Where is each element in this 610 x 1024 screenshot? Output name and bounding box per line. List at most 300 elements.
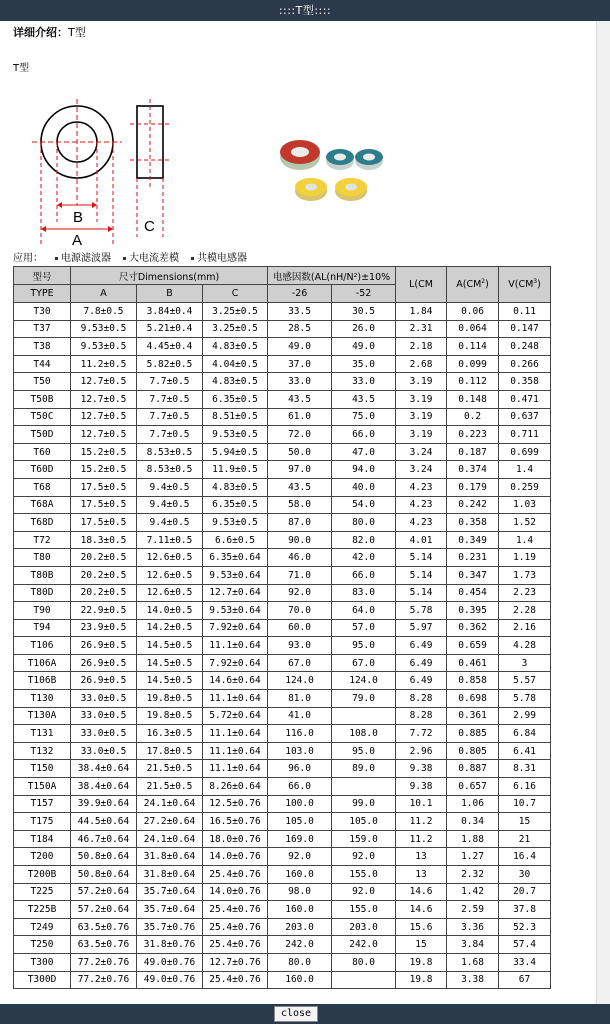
cell-area: 0.659 bbox=[447, 637, 499, 655]
cell-l: 3.19 bbox=[396, 408, 447, 426]
cell-ind-52: 95.0 bbox=[332, 637, 396, 655]
cell-type: T68D bbox=[14, 514, 71, 532]
cell-ind-52: 66.0 bbox=[332, 566, 396, 584]
cell-area: 3.84 bbox=[447, 936, 499, 954]
cell-volume: 0.259 bbox=[499, 478, 551, 496]
cell-dim-c: 6.35±0.5 bbox=[203, 390, 268, 408]
cell-dim-a: 17.5±0.5 bbox=[71, 496, 137, 514]
cell-ind-26: 58.0 bbox=[268, 496, 332, 514]
cell-ind-52: 42.0 bbox=[332, 549, 396, 567]
applications-prefix: 应用： bbox=[13, 253, 43, 264]
header-model: 型号 bbox=[14, 267, 71, 285]
cell-l: 9.38 bbox=[396, 760, 447, 778]
cell-volume: 0.637 bbox=[499, 408, 551, 426]
cell-dim-b: 4.45±0.4 bbox=[137, 338, 203, 356]
cell-dim-b: 16.3±0.5 bbox=[137, 725, 203, 743]
cell-area: 2.32 bbox=[447, 866, 499, 884]
cell-volume: 1.52 bbox=[499, 514, 551, 532]
table-row bbox=[14, 654, 551, 672]
table-row bbox=[14, 672, 551, 690]
cell-area: 0.395 bbox=[447, 602, 499, 620]
cell-volume: 8.31 bbox=[499, 760, 551, 778]
cell-ind-26: 33.0 bbox=[268, 373, 332, 391]
cell-dim-c: 9.53±0.5 bbox=[203, 514, 268, 532]
cell-l: 13 bbox=[396, 866, 447, 884]
cell-ind-52: 49.0 bbox=[332, 338, 396, 356]
cell-ind-26: 33.5 bbox=[268, 303, 332, 321]
cell-dim-b: 14.5±0.5 bbox=[137, 637, 203, 655]
cell-area: 0.099 bbox=[447, 355, 499, 373]
table-row bbox=[14, 848, 551, 866]
cell-area: 3.38 bbox=[447, 971, 499, 989]
cell-ind-26: 160.0 bbox=[268, 866, 332, 884]
arrow-b-left bbox=[57, 202, 62, 208]
cell-area: 0.347 bbox=[447, 566, 499, 584]
cell-ind-26: 93.0 bbox=[268, 637, 332, 655]
cell-dim-b: 8.53±0.5 bbox=[137, 443, 203, 461]
cell-area: 0.805 bbox=[447, 742, 499, 760]
ring-teal-2-hole bbox=[363, 154, 375, 161]
cell-l: 19.8 bbox=[396, 971, 447, 989]
cell-type: T80B bbox=[14, 566, 71, 584]
application-item: 电源滤波器 bbox=[55, 249, 111, 264]
cell-l: 10.1 bbox=[396, 795, 447, 813]
cell-ind-52: 35.0 bbox=[332, 355, 396, 373]
cell-ind-26: 92.0 bbox=[268, 584, 332, 602]
cell-dim-c: 16.5±0.76 bbox=[203, 813, 268, 831]
cell-l: 2.31 bbox=[396, 320, 447, 338]
cell-ind-26: 46.0 bbox=[268, 549, 332, 567]
cell-dim-b: 12.6±0.5 bbox=[137, 584, 203, 602]
cell-area: 0.349 bbox=[447, 531, 499, 549]
cell-l: 11.2 bbox=[396, 830, 447, 848]
cell-ind-52: 43.5 bbox=[332, 390, 396, 408]
cell-ind-52: 79.0 bbox=[332, 690, 396, 708]
header-dimensions: 尺寸Dimensions(mm) bbox=[71, 267, 268, 285]
cell-volume: 3 bbox=[499, 654, 551, 672]
cell-volume: 5.78 bbox=[499, 690, 551, 708]
cell-area: 1.06 bbox=[447, 795, 499, 813]
cell-dim-a: 15.2±0.5 bbox=[71, 461, 137, 479]
table-row bbox=[14, 584, 551, 602]
cell-l: 5.14 bbox=[396, 584, 447, 602]
cell-ind-26: 41.0 bbox=[268, 707, 332, 725]
cell-dim-b: 9.4±0.5 bbox=[137, 496, 203, 514]
table-row bbox=[14, 901, 551, 919]
cell-ind-52: 83.0 bbox=[332, 584, 396, 602]
ring-teal-1-hole bbox=[334, 154, 346, 161]
table-row bbox=[14, 373, 551, 391]
cell-dim-c: 14.0±0.76 bbox=[203, 848, 268, 866]
label-b: B bbox=[73, 209, 84, 226]
cell-type: T50D bbox=[14, 426, 71, 444]
cell-volume: 2.23 bbox=[499, 584, 551, 602]
cell-volume: 52.3 bbox=[499, 918, 551, 936]
content-area bbox=[0, 21, 596, 1004]
cell-ind-52: 159.0 bbox=[332, 830, 396, 848]
cell-dim-c: 25.4±0.76 bbox=[203, 866, 268, 884]
cell-dim-b: 3.84±0.4 bbox=[137, 303, 203, 321]
arrow-b-right bbox=[92, 202, 97, 208]
toroid-dimension-diagram bbox=[30, 97, 180, 249]
cell-area: 0.06 bbox=[447, 303, 499, 321]
cell-dim-c: 11.1±0.64 bbox=[203, 637, 268, 655]
table-row bbox=[14, 778, 551, 796]
cell-l: 19.8 bbox=[396, 953, 447, 971]
cell-ind-52: 26.0 bbox=[332, 320, 396, 338]
header-dim-a: A bbox=[71, 285, 137, 303]
cell-area: 0.34 bbox=[447, 813, 499, 831]
cell-ind-26: 71.0 bbox=[268, 566, 332, 584]
cell-volume: 57.4 bbox=[499, 936, 551, 954]
cell-ind-52: 242.0 bbox=[332, 936, 396, 954]
cell-dim-c: 4.83±0.5 bbox=[203, 373, 268, 391]
cell-dim-b: 14.5±0.5 bbox=[137, 654, 203, 672]
cell-volume: 1.4 bbox=[499, 461, 551, 479]
cell-dim-a: 17.5±0.5 bbox=[71, 478, 137, 496]
table-row bbox=[14, 320, 551, 338]
cell-type: T72 bbox=[14, 531, 71, 549]
cell-dim-b: 21.5±0.5 bbox=[137, 778, 203, 796]
cell-dim-a: 33.0±0.5 bbox=[71, 742, 137, 760]
cell-ind-52: 80.0 bbox=[332, 514, 396, 532]
cell-ind-26: 37.0 bbox=[268, 355, 332, 373]
cell-type: T130A bbox=[14, 707, 71, 725]
table-row bbox=[14, 514, 551, 532]
label-c: C bbox=[144, 218, 155, 235]
cell-type: T90 bbox=[14, 602, 71, 620]
cell-area: 0.461 bbox=[447, 654, 499, 672]
cell-l: 8.28 bbox=[396, 690, 447, 708]
cell-volume: 1.03 bbox=[499, 496, 551, 514]
cell-type: T68A bbox=[14, 496, 71, 514]
table-row bbox=[14, 408, 551, 426]
cell-dim-c: 8.26±0.64 bbox=[203, 778, 268, 796]
table-row bbox=[14, 830, 551, 848]
cell-ind-26: 116.0 bbox=[268, 725, 332, 743]
cell-volume: 0.11 bbox=[499, 303, 551, 321]
cell-dim-b: 21.5±0.5 bbox=[137, 760, 203, 778]
header-l: L(CM bbox=[396, 267, 447, 303]
cell-ind-52: 105.0 bbox=[332, 813, 396, 831]
cell-volume: 0.711 bbox=[499, 426, 551, 444]
cell-type: T130 bbox=[14, 690, 71, 708]
cell-dim-c: 7.92±0.64 bbox=[203, 619, 268, 637]
applications-line bbox=[13, 249, 247, 264]
cell-dim-b: 5.82±0.5 bbox=[137, 355, 203, 373]
cell-volume: 33.4 bbox=[499, 953, 551, 971]
cell-dim-c: 11.9±0.5 bbox=[203, 461, 268, 479]
cell-dim-c: 11.1±0.64 bbox=[203, 690, 268, 708]
cell-dim-a: 12.7±0.5 bbox=[71, 426, 137, 444]
cell-dim-b: 14.0±0.5 bbox=[137, 602, 203, 620]
table-row bbox=[14, 390, 551, 408]
cell-l: 14.6 bbox=[396, 901, 447, 919]
cell-ind-26: 67.0 bbox=[268, 654, 332, 672]
cell-dim-b: 27.2±0.64 bbox=[137, 813, 203, 831]
cell-dim-a: 44.5±0.64 bbox=[71, 813, 137, 831]
detail-value: T型 bbox=[68, 26, 86, 39]
cell-dim-b: 31.8±0.64 bbox=[137, 866, 203, 884]
cell-l: 6.49 bbox=[396, 654, 447, 672]
cell-l: 2.18 bbox=[396, 338, 447, 356]
cell-l: 3.24 bbox=[396, 461, 447, 479]
cell-dim-a: 9.53±0.5 bbox=[71, 338, 137, 356]
bullet-icon bbox=[191, 257, 194, 260]
cell-l: 5.14 bbox=[396, 566, 447, 584]
cell-dim-c: 3.25±0.5 bbox=[203, 303, 268, 321]
cell-ind-52: 89.0 bbox=[332, 760, 396, 778]
table-row bbox=[14, 426, 551, 444]
cell-dim-a: 33.0±0.5 bbox=[71, 690, 137, 708]
cell-area: 0.358 bbox=[447, 514, 499, 532]
cell-area: 0.657 bbox=[447, 778, 499, 796]
cell-dim-a: 77.2±0.76 bbox=[71, 953, 137, 971]
cell-ind-52: 155.0 bbox=[332, 866, 396, 884]
cell-ind-26: 203.0 bbox=[268, 918, 332, 936]
cell-area: 0.698 bbox=[447, 690, 499, 708]
cell-dim-a: 77.2±0.76 bbox=[71, 971, 137, 989]
cell-volume: 2.28 bbox=[499, 602, 551, 620]
cell-dim-c: 12.7±0.76 bbox=[203, 953, 268, 971]
cell-l: 5.97 bbox=[396, 619, 447, 637]
header-ind-52: -52 bbox=[332, 285, 396, 303]
cell-ind-26: 43.5 bbox=[268, 390, 332, 408]
cell-volume: 1.4 bbox=[499, 531, 551, 549]
label-a: A bbox=[72, 232, 83, 249]
cell-ind-52: 95.0 bbox=[332, 742, 396, 760]
cell-area: 0.858 bbox=[447, 672, 499, 690]
cell-l: 14.6 bbox=[396, 883, 447, 901]
cell-ind-52: 40.0 bbox=[332, 478, 396, 496]
cell-dim-b: 19.8±0.5 bbox=[137, 707, 203, 725]
cell-ind-26: 92.0 bbox=[268, 848, 332, 866]
cell-dim-a: 38.4±0.64 bbox=[71, 778, 137, 796]
cell-ind-26: 80.0 bbox=[268, 953, 332, 971]
cell-dim-b: 49.0±0.76 bbox=[137, 953, 203, 971]
cell-l: 3.19 bbox=[396, 390, 447, 408]
cell-dim-c: 9.53±0.5 bbox=[203, 426, 268, 444]
cell-area: 0.2 bbox=[447, 408, 499, 426]
cell-dim-c: 5.94±0.5 bbox=[203, 443, 268, 461]
cell-l: 6.49 bbox=[396, 672, 447, 690]
cell-volume: 2.99 bbox=[499, 707, 551, 725]
table-row bbox=[14, 707, 551, 725]
cell-ind-52: 57.0 bbox=[332, 619, 396, 637]
table-row bbox=[14, 918, 551, 936]
arrow-a-right bbox=[108, 226, 113, 232]
cell-dim-a: 57.2±0.64 bbox=[71, 901, 137, 919]
table-row bbox=[14, 953, 551, 971]
cell-ind-52 bbox=[332, 778, 396, 796]
table-row bbox=[14, 725, 551, 743]
cell-type: T106A bbox=[14, 654, 71, 672]
cell-area: 0.362 bbox=[447, 619, 499, 637]
table-row bbox=[14, 971, 551, 989]
cell-ind-26: 72.0 bbox=[268, 426, 332, 444]
cell-dim-c: 9.53±0.64 bbox=[203, 602, 268, 620]
cell-dim-a: 11.2±0.5 bbox=[71, 355, 137, 373]
cell-ind-52: 92.0 bbox=[332, 848, 396, 866]
cell-dim-b: 9.4±0.5 bbox=[137, 478, 203, 496]
cell-dim-b: 14.5±0.5 bbox=[137, 672, 203, 690]
cell-ind-26: 43.5 bbox=[268, 478, 332, 496]
cell-type: T175 bbox=[14, 813, 71, 831]
cell-dim-c: 4.83±0.5 bbox=[203, 338, 268, 356]
cell-l: 5.14 bbox=[396, 549, 447, 567]
cell-dim-b: 35.7±0.64 bbox=[137, 901, 203, 919]
cell-dim-c: 4.83±0.5 bbox=[203, 478, 268, 496]
table-row bbox=[14, 866, 551, 884]
cell-dim-b: 7.7±0.5 bbox=[137, 426, 203, 444]
cell-dim-a: 26.9±0.5 bbox=[71, 654, 137, 672]
cell-dim-c: 3.25±0.5 bbox=[203, 320, 268, 338]
table-row bbox=[14, 795, 551, 813]
cell-area: 1.68 bbox=[447, 953, 499, 971]
cell-l: 4.23 bbox=[396, 496, 447, 514]
header-dim-c: C bbox=[203, 285, 268, 303]
cell-ind-52: 155.0 bbox=[332, 901, 396, 919]
cell-volume: 21 bbox=[499, 830, 551, 848]
cell-dim-a: 20.2±0.5 bbox=[71, 566, 137, 584]
table-row bbox=[14, 531, 551, 549]
cell-dim-b: 31.8±0.64 bbox=[137, 848, 203, 866]
cell-ind-26: 49.0 bbox=[268, 338, 332, 356]
cell-dim-b: 9.4±0.5 bbox=[137, 514, 203, 532]
cell-dim-b: 7.7±0.5 bbox=[137, 408, 203, 426]
cell-area: 0.887 bbox=[447, 760, 499, 778]
header-ind-26: -26 bbox=[268, 285, 332, 303]
ring-yellow-2-hole bbox=[345, 184, 357, 191]
cell-dim-c: 25.4±0.76 bbox=[203, 918, 268, 936]
cell-dim-c: 18.0±0.76 bbox=[203, 830, 268, 848]
cell-dim-c: 25.4±0.76 bbox=[203, 936, 268, 954]
cell-ind-52: 124.0 bbox=[332, 672, 396, 690]
cell-ind-52: 75.0 bbox=[332, 408, 396, 426]
cell-dim-a: 9.53±0.5 bbox=[71, 320, 137, 338]
cell-volume: 0.358 bbox=[499, 373, 551, 391]
cell-l: 9.38 bbox=[396, 778, 447, 796]
table-row bbox=[14, 619, 551, 637]
cell-area: 3.36 bbox=[447, 918, 499, 936]
application-item: 大电流差模 bbox=[123, 249, 179, 264]
cell-dim-c: 12.7±0.64 bbox=[203, 584, 268, 602]
header-volume: $V(CM^3)$ bbox=[499, 267, 551, 303]
close-button[interactable]: close bbox=[274, 1006, 318, 1022]
header-dim-b: B bbox=[137, 285, 203, 303]
cell-dim-a: 20.2±0.5 bbox=[71, 584, 137, 602]
detail-heading bbox=[13, 24, 86, 40]
cell-l: 5.78 bbox=[396, 602, 447, 620]
ring-yellow-1-hole bbox=[305, 184, 317, 191]
table-row bbox=[14, 813, 551, 831]
table-row bbox=[14, 338, 551, 356]
cell-type: T50 bbox=[14, 373, 71, 391]
table-row bbox=[14, 602, 551, 620]
cell-dim-b: 19.8±0.5 bbox=[137, 690, 203, 708]
cell-volume: 4.28 bbox=[499, 637, 551, 655]
cell-dim-a: 12.7±0.5 bbox=[71, 373, 137, 391]
cell-ind-52 bbox=[332, 971, 396, 989]
cell-l: 4.01 bbox=[396, 531, 447, 549]
cell-ind-26: 169.0 bbox=[268, 830, 332, 848]
cell-volume: 10.7 bbox=[499, 795, 551, 813]
cell-dim-b: 35.7±0.76 bbox=[137, 918, 203, 936]
cell-area: 0.361 bbox=[447, 707, 499, 725]
cell-ind-26: 100.0 bbox=[268, 795, 332, 813]
cell-dim-b: 35.7±0.64 bbox=[137, 883, 203, 901]
table-row bbox=[14, 637, 551, 655]
table-row bbox=[14, 936, 551, 954]
cell-l: 11.2 bbox=[396, 813, 447, 831]
cell-ind-26: 28.5 bbox=[268, 320, 332, 338]
cell-type: T44 bbox=[14, 355, 71, 373]
cell-volume: 5.57 bbox=[499, 672, 551, 690]
cell-dim-b: 24.1±0.64 bbox=[137, 830, 203, 848]
cell-dim-c: 11.1±0.64 bbox=[203, 760, 268, 778]
table-row bbox=[14, 496, 551, 514]
cell-type: T80D bbox=[14, 584, 71, 602]
cell-dim-a: 46.7±0.64 bbox=[71, 830, 137, 848]
cell-l: 2.96 bbox=[396, 742, 447, 760]
cell-dim-c: 25.4±0.76 bbox=[203, 901, 268, 919]
table-row bbox=[14, 549, 551, 567]
table-row bbox=[14, 760, 551, 778]
cell-dim-c: 25.4±0.76 bbox=[203, 971, 268, 989]
spec-table-body bbox=[14, 303, 551, 989]
cell-dim-c: 9.53±0.64 bbox=[203, 566, 268, 584]
spec-table bbox=[13, 266, 551, 989]
cell-dim-a: 57.2±0.64 bbox=[71, 883, 137, 901]
cell-dim-c: 11.1±0.64 bbox=[203, 725, 268, 743]
cell-dim-c: 4.04±0.5 bbox=[203, 355, 268, 373]
cell-l: 1.84 bbox=[396, 303, 447, 321]
product-photo bbox=[278, 133, 388, 209]
cell-ind-26: 61.0 bbox=[268, 408, 332, 426]
cell-type: T157 bbox=[14, 795, 71, 813]
cell-volume: 1.19 bbox=[499, 549, 551, 567]
cell-ind-52 bbox=[332, 707, 396, 725]
cell-area: 0.374 bbox=[447, 461, 499, 479]
table-row bbox=[14, 690, 551, 708]
cell-type: T131 bbox=[14, 725, 71, 743]
table-row bbox=[14, 566, 551, 584]
cell-type: T80 bbox=[14, 549, 71, 567]
cell-area: 0.179 bbox=[447, 478, 499, 496]
cell-dim-c: 11.1±0.64 bbox=[203, 742, 268, 760]
cell-ind-26: 160.0 bbox=[268, 971, 332, 989]
vertical-scrollbar[interactable] bbox=[596, 21, 610, 1004]
cell-area: 1.88 bbox=[447, 830, 499, 848]
footer-bar bbox=[0, 1004, 610, 1024]
bullet-icon bbox=[123, 257, 126, 260]
cell-area: 0.148 bbox=[447, 390, 499, 408]
cell-type: T37 bbox=[14, 320, 71, 338]
cell-l: 6.49 bbox=[396, 637, 447, 655]
cell-ind-26: 81.0 bbox=[268, 690, 332, 708]
cell-area: 0.231 bbox=[447, 549, 499, 567]
cell-area: 1.27 bbox=[447, 848, 499, 866]
type-heading: T型 bbox=[13, 63, 30, 74]
cell-l: 3.19 bbox=[396, 426, 447, 444]
cell-ind-26: 242.0 bbox=[268, 936, 332, 954]
cell-volume: 0.471 bbox=[499, 390, 551, 408]
cell-dim-c: 12.5±0.76 bbox=[203, 795, 268, 813]
cell-type: T94 bbox=[14, 619, 71, 637]
cell-volume: 37.8 bbox=[499, 901, 551, 919]
cell-dim-c: 5.72±0.64 bbox=[203, 707, 268, 725]
application-item: 共模电感器 bbox=[191, 249, 247, 264]
